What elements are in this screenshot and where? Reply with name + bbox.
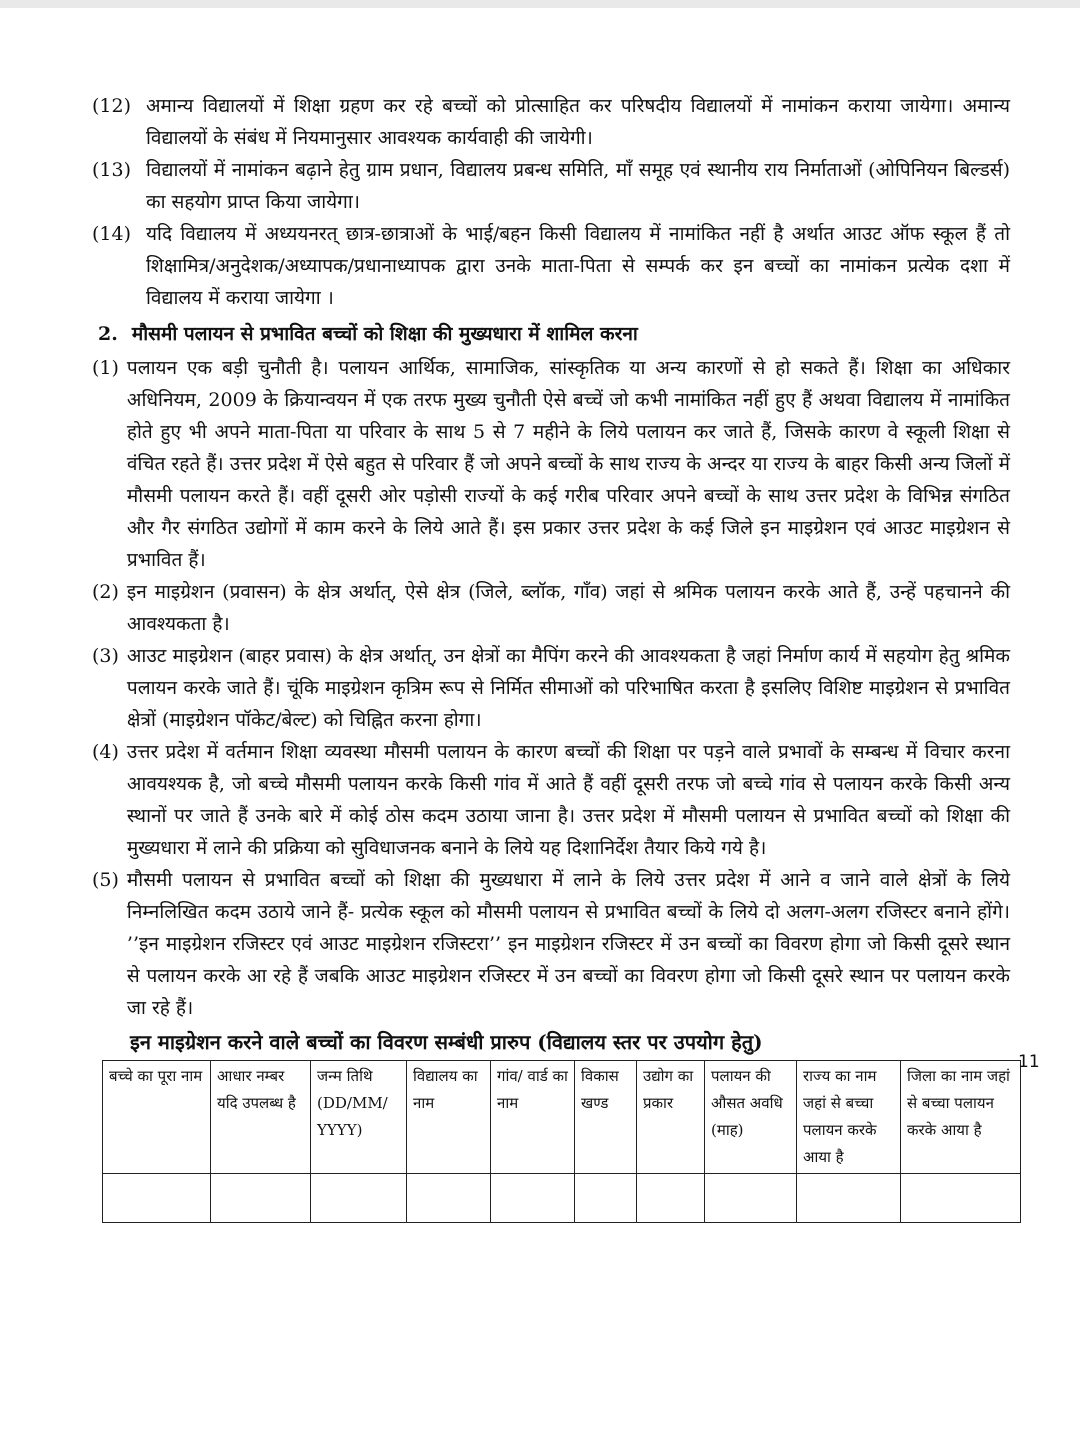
table-cell xyxy=(103,1174,211,1223)
list-item xyxy=(92,640,1010,736)
item-text: उत्तर प्रदेश में वर्तमान शिक्षा व्यवस्था मौसमी पलायन के कारण बच्चों की शिक्षा पर पड़ने वाले प्रभावों के सम्बन्ध में विचार करना आवयश्यक है, जो बच्चे मौसमी पलायन करके किसी गांव में आते हैं वहीं दूसरी तरफ जो बच्चे गांव से पलायन करके किसी अन्य स्थानों पर जाते हैं उनके बारे में कोई ठोस कदम उठाया जाना है। उत्तर प्रदेश में मौसमी पलायन से प्रभावित बच्चों को शिक्षा की मुख्यधारा में लाने की प्रक्रिया को सुविधाजनक बनाने के लिये यह दिशानिर्देश तैयार किये गये है। xyxy=(126,741,1010,859)
table-header-cell: राज्य का नाम जहां से बच्चा पलायन करके आया है xyxy=(797,1061,901,1174)
table-header-cell: बच्चे का पूरा नाम xyxy=(103,1061,211,1174)
item-number: (13) xyxy=(92,159,132,181)
list-item xyxy=(92,218,1010,314)
table-cell xyxy=(311,1174,407,1223)
table-header-cell: विकास खण्ड xyxy=(575,1061,637,1174)
table-header-cell: जिला का नाम जहां से बच्चा पलायन करके आया है xyxy=(901,1061,1021,1174)
top-items xyxy=(92,90,1010,314)
list-item xyxy=(92,90,1010,154)
table-cell xyxy=(407,1174,491,1223)
table-cell xyxy=(797,1174,901,1223)
table-header-cell: विद्यालय का नाम xyxy=(407,1061,491,1174)
document-page xyxy=(92,90,1010,1223)
item-number: (1) xyxy=(92,357,119,379)
item-text: यदि विद्यालय में अध्ययनरत् छात्र-छात्राओं के भाई/बहन किसी विद्यालय में नामांकित नहीं है अर्थात आउट ऑफ स्कूल हैं तो शिक्षामित्र/अनुदेशक/अध्यापक/प्रधानाध्यापक द्वारा उनके माता-पिता से सम्पर्क कर इन बच्चों का नामांकन प्रत्येक दशा में विद्यालय में कराया जायेगा । xyxy=(146,223,1010,309)
section-number: 2. xyxy=(98,323,118,345)
item-number: (2) xyxy=(92,581,119,603)
item-number: (14) xyxy=(92,223,132,245)
table-header-cell: पलायन की औसत अवधि (माह) xyxy=(705,1061,797,1174)
section-title: मौसमी पलायन से प्रभावित बच्चों को शिक्षा की मुख्यधारा में शामिल करना xyxy=(131,323,638,345)
table-header-cell: गांव/ वार्ड का नाम xyxy=(491,1061,575,1174)
item-text: विद्यालयों में नामांकन बढ़ाने हेतु ग्राम प्रधान, विद्यालय प्रबन्ध समिति, माँ समूह एवं स्थानीय राय निर्माताओं (ओपिनियन बिल्डर्स) का सहयोग प्राप्त किया जायेगा। xyxy=(146,159,1010,213)
page-number: 11 xyxy=(1018,1052,1040,1072)
table-header-cell: उद्योग का प्रकार xyxy=(637,1061,705,1174)
list-item xyxy=(92,864,1010,1024)
table-header-cell: आधार नम्बर यदि उपलब्ध है xyxy=(211,1061,311,1174)
list-item xyxy=(92,736,1010,864)
item-text: इन माइग्रेशन (प्रवासन) के क्षेत्र अर्थात्, ऐसे क्षेत्र (जिले, ब्लॉक, गाँव) जहां से श्रमिक पलायन करके आते हैं, उन्हें पहचानने की आवश्यकता है। xyxy=(126,581,1010,635)
table-title: इन माइग्रेशन करने वाले बच्चों का विवरण सम्बंधी प्रारुप (विद्यालय स्तर पर उपयोग हेतु) xyxy=(130,1030,763,1054)
table-cell xyxy=(637,1174,705,1223)
table-header-cell: जन्म तिथि (DD/MM/ YYYY) xyxy=(311,1061,407,1174)
item-number: (3) xyxy=(92,645,119,667)
section-heading xyxy=(98,318,1010,350)
migration-form-table xyxy=(102,1060,1021,1223)
item-number: (4) xyxy=(92,741,119,763)
viewer-top-bar xyxy=(0,0,1080,8)
section-items xyxy=(92,352,1010,1024)
table-cell xyxy=(705,1174,797,1223)
item-text: मौसमी पलायन से प्रभावित बच्चों को शिक्षा की मुख्यधारा में लाने के लिये उत्तर प्रदेश में आने व जाने वाले क्षेत्रों के लिये निम्नलिखित कदम उठाये जाने हैं- प्रत्येक स्कूल को मौसमी पलायन से प्रभावित बच्चों के लिये दो अलग-अलग रजिस्टर बनाने होंगे। ’’इन माइग्रेशन रजिस्टर एवं आउट माइग्रेशन रजिस्टरा’’ इन माइग्रेशन रजिस्टर में उन बच्चों का विवरण होगा जो किसी दूसरे स्थान से पलायन करके आ रहे हैं जबकि आउट माइग्रेशन रजिस्टर में उन बच्चों का विवरण होगा जो किसी दूसरे स्थान पर पलायन करके जा रहे हैं। xyxy=(126,869,1010,1019)
table-cell xyxy=(575,1174,637,1223)
table-cell xyxy=(901,1174,1021,1223)
table-cell xyxy=(211,1174,311,1223)
item-text: पलायन एक बड़ी चुनौती है। पलायन आर्थिक, सामाजिक, सांस्कृतिक या अन्य कारणों से हो सकते हैं। शिक्षा का अधिकार अधिनियम, 2009 के क्रियान्वयन में एक तरफ मुख्य चुनौती ऐसे बच्चें जो कभी नामांकित नहीं हुए हैं अथवा विद्यालय में नामांकित होते हुए भी अपने माता-पिता या परिवार के साथ 5 से 7 महीने के लिये पलायन कर जाते हैं, जिसके कारण वे स्कूली शिक्षा से वंचित रहते हैं। उत्तर प्रदेश में ऐसे बहुत से परिवार हैं जो अपने बच्चों के साथ राज्य के अन्दर या राज्य के बाहर किसी अन्य जिलों में मौसमी पलायन करते हैं। वहीं दूसरी ओर पड़ोसी राज्यों के कई गरीब परिवार अपने बच्चों के साथ उत्तर प्रदेश के विभिन्न संगठित और गैर संगठित उद्योगों में काम करने के लिये आते हैं। इस प्रकार उत्तर प्रदेश के कई जिले इन माइग्रेशन एवं आउट माइग्रेशन से प्रभावित हैं। xyxy=(126,357,1010,571)
item-number: (5) xyxy=(92,869,119,891)
table-header-row xyxy=(103,1061,1021,1174)
item-text: आउट माइग्रेशन (बाहर प्रवास) के क्षेत्र अर्थात्, उन क्षेत्रों का मैपिंग करने की आवश्यकता है जहां निर्माण कार्य में सहयोग हेतु श्रमिक पलायन करके जाते हैं। चूंकि माइग्रेशन कृत्रिम रूप से निर्मित सीमाओं को परिभाषित करता है इसलिए विशिष्ट माइग्रेशन से प्रभावित क्षेत्रों (माइग्रेशन पॉकेट/बेल्ट) को चिह्नित करना होगा। xyxy=(126,645,1010,731)
item-number: (12) xyxy=(92,95,132,117)
list-item xyxy=(92,576,1010,640)
table-row xyxy=(103,1174,1021,1223)
list-item xyxy=(92,154,1010,218)
table-cell xyxy=(491,1174,575,1223)
item-text: अमान्य विद्यालयों में शिक्षा ग्रहण कर रहे बच्चों को प्रोत्साहित कर परिषदीय विद्यालयों में नामांकन कराया जायेगा। अमान्य विद्यालयों के संबंध में नियमानुसार आवश्यक कार्यवाही की जायेगी। xyxy=(146,95,1010,149)
list-item xyxy=(92,352,1010,576)
